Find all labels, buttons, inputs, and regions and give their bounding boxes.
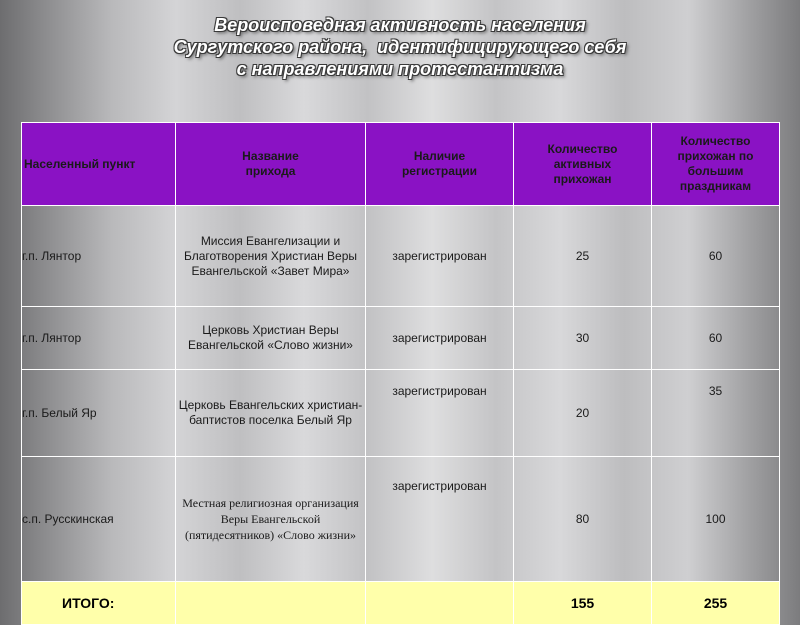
- cell-place: с.п. Русскинская: [22, 457, 176, 582]
- header-parish-text: Название прихода: [242, 149, 299, 178]
- cell-active: 30: [514, 307, 652, 370]
- slide-title: [0, 14, 800, 80]
- table-row: [22, 307, 780, 370]
- cell-holidays: 100: [652, 457, 780, 582]
- table-row: [22, 370, 780, 457]
- title-line-1: Вероисповедная активность населения: [214, 15, 586, 35]
- parish-table: [21, 122, 780, 625]
- cell-registration: зарегистрирован: [366, 206, 514, 307]
- header-row: [22, 123, 780, 206]
- header-active-text: Количество активных прихожан: [547, 141, 618, 186]
- cell-registration: зарегистрирован: [366, 370, 514, 457]
- total-row: [22, 582, 780, 625]
- cell-holidays: 35: [652, 370, 780, 457]
- cell-active: 20: [514, 370, 652, 457]
- cell-parish: Миссия Евангелизации и Благотворения Христиан Веры Евангельской «Завет Мира»: [176, 206, 366, 307]
- total-label: ИТОГО:: [22, 582, 176, 625]
- cell-registration: зарегистрирован: [366, 307, 514, 370]
- title-line-3: с направлениями протестантизма: [236, 59, 564, 79]
- header-registration-text: Наличие регистрации: [401, 149, 478, 178]
- cell-place: г.п. Лянтор: [22, 206, 176, 307]
- header-place: Населенный пункт: [22, 123, 176, 206]
- cell-registration: зарегистрирован: [366, 457, 514, 582]
- header-registration: [366, 123, 514, 206]
- cell-active: 25: [514, 206, 652, 307]
- total-active: 155: [514, 582, 652, 625]
- cell-holidays: 60: [652, 206, 780, 307]
- table-row: [22, 206, 780, 307]
- cell-active: 80: [514, 457, 652, 582]
- cell-parish: Церковь Христиан Веры Евангельской «Слово жизни»: [176, 307, 366, 370]
- cell-place: г.п. Лянтор: [22, 307, 176, 370]
- header-holidays-text: Количество прихожан по большим праздникам: [677, 134, 754, 193]
- header-active: [514, 123, 652, 206]
- cell-parish: Церковь Евангельских христиан-баптистов поселка Белый Яр: [176, 370, 366, 457]
- table-row: [22, 457, 780, 582]
- total-holidays: 255: [652, 582, 780, 625]
- header-parish: [176, 123, 366, 206]
- total-empty-registration: [366, 582, 514, 625]
- total-empty-parish: [176, 582, 366, 625]
- cell-place: г.п. Белый Яр: [22, 370, 176, 457]
- cell-holidays: 60: [652, 307, 780, 370]
- title-line-2: Сургутского района, идентифицирующего себя: [173, 37, 627, 57]
- header-holidays: [652, 123, 780, 206]
- cell-parish: Местная религиозная организация Веры Евангельской (пятидесятников) «Слово жизни»: [176, 457, 366, 582]
